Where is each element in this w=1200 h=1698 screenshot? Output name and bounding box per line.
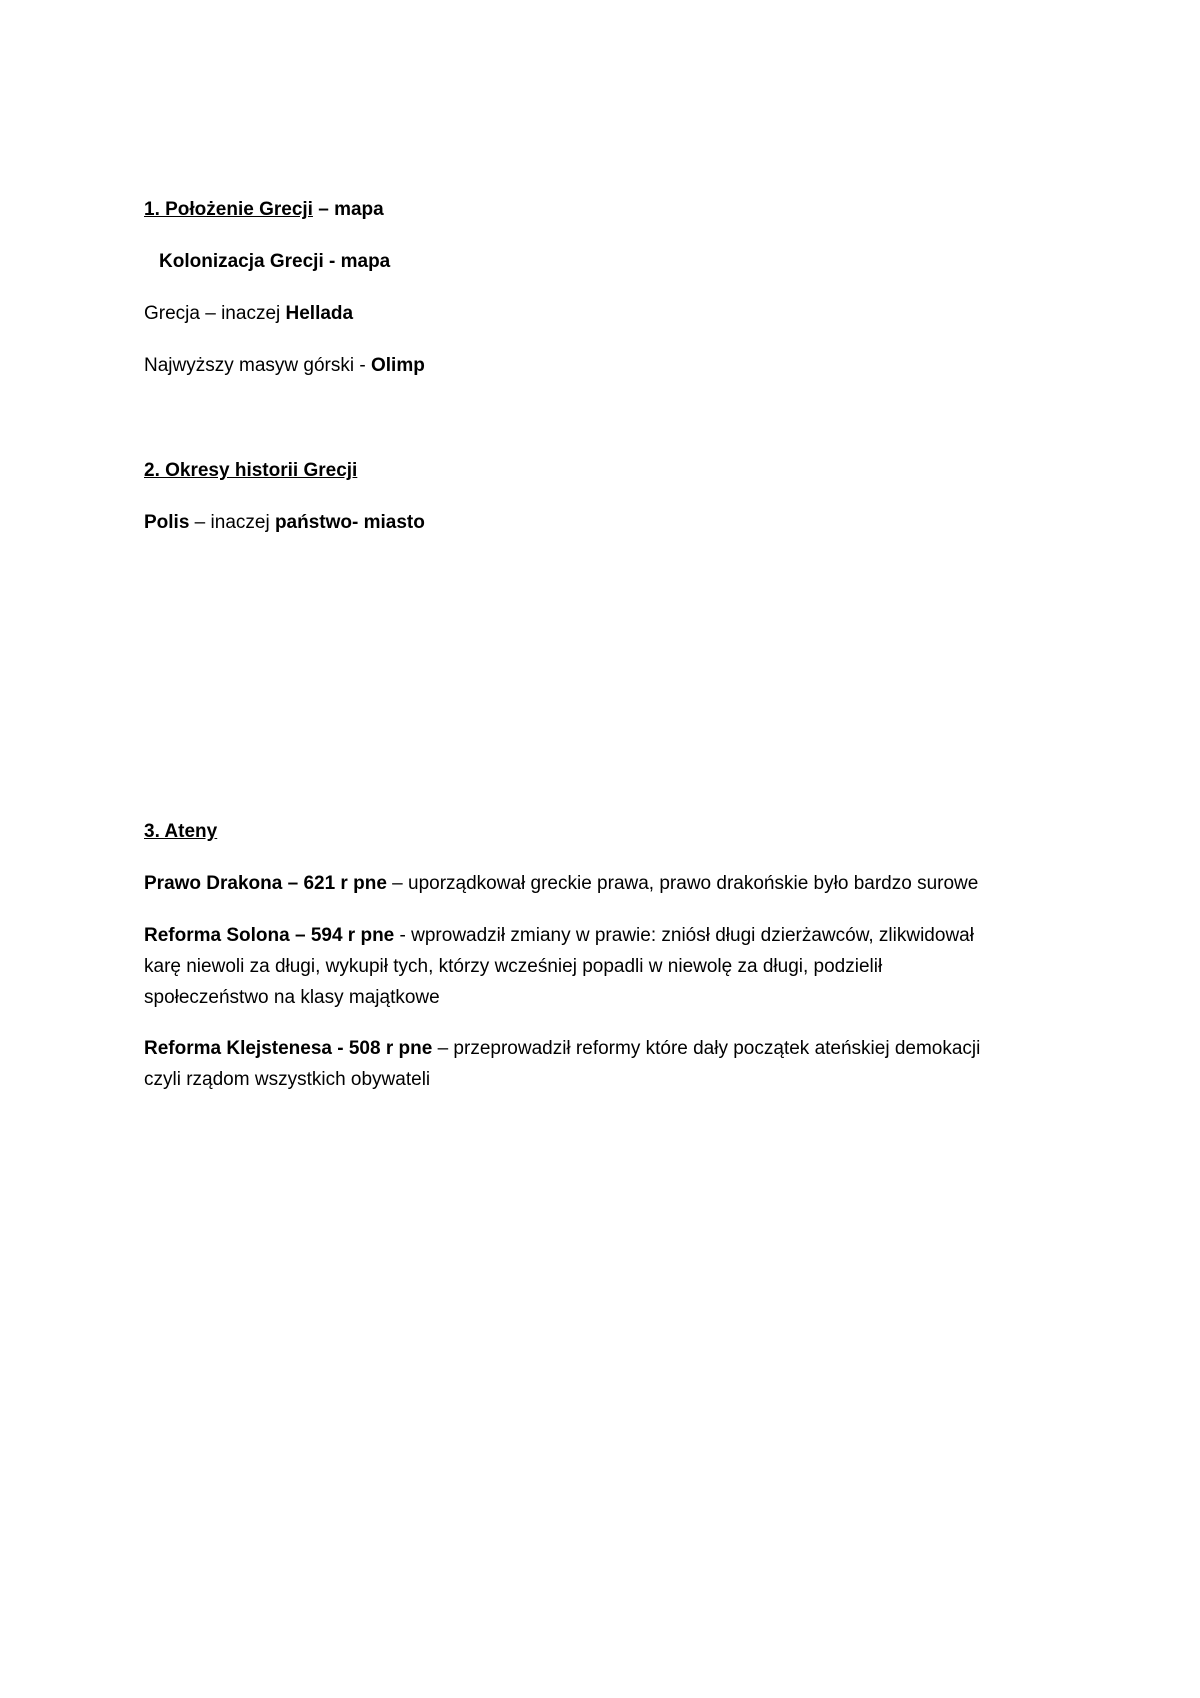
mountain-name: Olimp [370, 355, 425, 376]
mountain-prefix: Najwyższy masyw górski - [144, 355, 371, 376]
section-3-heading: 3. Ateny [144, 821, 218, 842]
polis-middle: – inaczej [189, 512, 275, 533]
solon-text-1: - wprowadził zmiany w prawie: zniósł długi dzierżawców, zlikwidował [394, 925, 974, 946]
section-2-heading: 2. Okresy historii Grecji [144, 460, 358, 481]
draco-term: Prawo Drakona – 621 r pne [144, 873, 387, 894]
solon-line-2: karę niewoli za długi, wykupił tych, którzy wcześniej popadli w niewolę za długi, podzielił [144, 956, 883, 977]
draco-line [144, 872, 978, 896]
draco-text: – uporządkował greckie prawa, prawo drakońskie było bardzo surowe [386, 873, 979, 894]
polis-definition: państwo- miasto [274, 512, 425, 533]
cleisthenes-text-1: – przeprowadził reformy które dały początek ateńskiej demokacji [432, 1038, 981, 1059]
cleisthenes-line-2: czyli rządom wszystkich obywateli [144, 1069, 431, 1090]
cleisthenes-line-1 [144, 1037, 980, 1061]
solon-line-1 [144, 924, 974, 948]
section-1-heading-title: 1. Położenie Grecji [144, 199, 313, 220]
greece-name: Hellada [285, 303, 354, 324]
solon-line-3: społeczeństwo na klasy majątkowe [144, 987, 440, 1008]
solon-term: Reforma Solona – 594 r pne [144, 925, 395, 946]
greece-prefix: Grecja – inaczej [144, 303, 286, 324]
section-1-heading-suffix: – mapa [312, 199, 384, 220]
section-1-heading [144, 198, 384, 222]
greece-line [144, 302, 353, 326]
mountain-line [144, 354, 425, 378]
polis-term: Polis [144, 512, 190, 533]
colonization-line: Kolonizacja Grecji - mapa [159, 251, 391, 272]
cleisthenes-term: Reforma Klejstenesa - 508 r pne [144, 1038, 433, 1059]
polis-line [144, 511, 425, 535]
